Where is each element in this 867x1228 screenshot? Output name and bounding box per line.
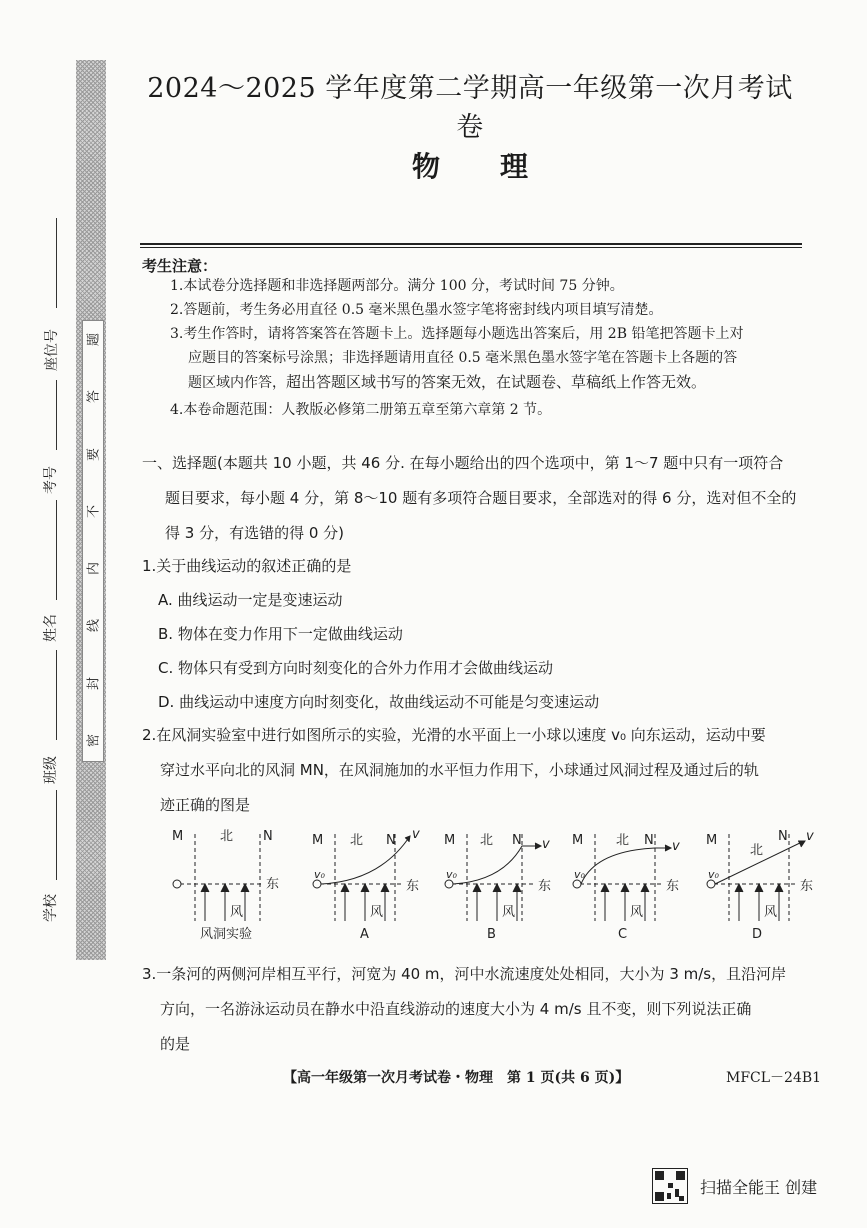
seal-char: 要 (86, 447, 102, 461)
wind-tunnel-figure (160, 826, 820, 956)
question-line: 2.在风洞实验室中进行如图所示的实验，光滑的水平面上一小球以速度 v₀ 向东运动，运动中要 (142, 726, 766, 744)
label-wind: 风 (630, 905, 644, 920)
exam-subject: 物理 (411, 150, 588, 183)
note-item: 2.答题前，考生务必用直径 0.5 毫米黑色墨水签字笔将密封线内项目填写清楚。 (170, 302, 663, 318)
qr-code-icon (652, 1168, 688, 1204)
label-v0: v₀ (446, 868, 457, 881)
label-north: 北 (350, 833, 364, 848)
field-label-name: 姓名 (43, 614, 59, 642)
field-line (56, 380, 57, 450)
field-label-school: 学校 (43, 894, 59, 922)
note-emphasis: 超出答题区域书写的答案无效，在试题卷、草稿纸上作答无效。 (286, 373, 707, 391)
seal-text (82, 330, 102, 750)
field-line (56, 500, 57, 600)
field-line (56, 218, 57, 308)
figure-panel-a (312, 827, 420, 942)
section-line: 一、选择题(本题共 10 小题，共 46 分. 在每小题给出的四个选项中，第 1～7 题中只有一项符合 (142, 454, 784, 472)
question-text (142, 718, 832, 823)
seal-char: 线 (86, 619, 102, 633)
label-wind: 风 (230, 905, 244, 920)
divider (140, 247, 802, 248)
label-north: 北 (750, 843, 764, 858)
caption: C (618, 927, 628, 942)
label-east: 东 (666, 879, 680, 894)
label-east: 东 (800, 879, 814, 894)
figure-panel-c (572, 833, 680, 942)
question-line: 穿过水平向北的风洞 MN，在风洞施加的水平恒力作用下，小球通过风洞过程及通过后的轨 (160, 761, 759, 779)
question-text (142, 957, 832, 1062)
label-wind: 风 (502, 905, 516, 920)
label-v: v (806, 829, 814, 844)
note-item: 4.本卷命题范围：人教版必修第二册第五章至第六章第 2 节。 (170, 402, 552, 418)
note-item: 3.考生作答时，请将答案答在答题卡上。选择题每小题选出答案后，用 2B 铅笔把答题卡上对 (170, 326, 744, 342)
option: A. 曲线运动一定是变速运动 (158, 591, 343, 609)
seal-char: 不 (86, 504, 102, 518)
scanner-watermark: 扫描全能王 创建 (700, 1178, 818, 1197)
field-line (56, 790, 57, 880)
option: D. 曲线运动中速度方向时刻变化，故曲线运动不可能是匀变速运动 (158, 693, 600, 711)
note-item: 1.本试卷分选择题和非选择题两部分。满分 100 分，考试时间 75 分钟。 (170, 278, 624, 294)
caption: 风洞实验 (200, 927, 253, 942)
section-line: 题目要求，每小题 4 分，第 8～10 题有多项符合题目要求，全部选对的得 6 分，选对但不全的 (165, 489, 797, 507)
option: B. 物体在变力作用下一定做曲线运动 (158, 625, 403, 643)
label-v0: v₀ (708, 868, 719, 881)
note-item: 应题目的答案标号涂黑；非选择题请用直径 0.5 毫米黑色墨水签字笔在答题卡上各题的答 (188, 350, 738, 366)
seal-char: 密 (86, 733, 102, 747)
question-stem: 1.关于曲线运动的叙述正确的是 (142, 557, 352, 575)
label-v0: v₀ (314, 868, 325, 881)
label-east: 东 (538, 879, 552, 894)
label-m: M (172, 829, 184, 844)
label-v: v (672, 839, 680, 854)
label-v: v (542, 837, 550, 852)
label-n: N (386, 833, 396, 848)
label-n: N (644, 833, 654, 848)
label-north: 北 (480, 833, 494, 848)
label-m: M (706, 833, 718, 848)
notes-heading: 考生注意： (142, 257, 218, 275)
label-north: 北 (220, 829, 234, 844)
section-line: 得 3 分，有选错的得 0 分) (165, 524, 345, 542)
divider (140, 243, 802, 245)
field-line (56, 650, 57, 740)
label-v: v (412, 827, 420, 842)
caption: A (360, 927, 369, 942)
question-line: 3.一条河的两侧河岸相互平行，河宽为 40 m，河中水流速度处处相同，大小为 3 m/s，且沿河岸 (142, 965, 787, 983)
caption: D (752, 927, 763, 942)
label-m: M (572, 833, 584, 848)
caption: B (487, 927, 496, 942)
label-m: M (444, 833, 456, 848)
label-east: 东 (266, 877, 280, 892)
exam-title: 2024～2025 学年度第二学期高一年级第一次月考试卷 (147, 73, 793, 143)
note-fragment: 题区域内作答， (188, 375, 286, 391)
question-line: 迹正确的图是 (160, 796, 251, 814)
seal-char: 题 (86, 333, 102, 347)
page-footer: 【高一年级第一次月考试卷・物理 第 1 页(共 6 页)】 (283, 1070, 630, 1086)
seal-char: 内 (86, 562, 102, 576)
figure-panel-experiment (172, 829, 279, 942)
field-label-seat: 座位号 (44, 329, 60, 371)
figure-panel-d (706, 829, 814, 942)
label-n: N (263, 829, 273, 844)
note-item (188, 370, 828, 395)
field-label-exam-no: 考号 (43, 466, 59, 494)
label-n: N (778, 829, 788, 844)
seal-char: 封 (86, 676, 102, 690)
label-wind: 风 (764, 905, 778, 920)
label-east: 东 (406, 879, 420, 894)
label-wind: 风 (370, 905, 384, 920)
question-line: 方向，一名游泳运动员在静水中沿直线游动的速度大小为 4 m/s 且不变，则下列说法正确 (160, 1000, 752, 1018)
figure-panel-b (444, 833, 551, 942)
label-n: N (512, 833, 522, 848)
field-label-class: 班级 (43, 756, 59, 784)
question-line: 的是 (160, 1035, 191, 1053)
seal-char: 答 (86, 390, 102, 404)
section-instructions (142, 446, 822, 551)
label-v0: v₀ (574, 868, 585, 881)
option: C. 物体只有受到方向时刻变化的合外力作用才会做曲线运动 (158, 659, 554, 677)
label-m: M (312, 833, 324, 848)
label-north: 北 (616, 833, 630, 848)
paper-code: MFCL－24B1 (726, 1070, 822, 1086)
